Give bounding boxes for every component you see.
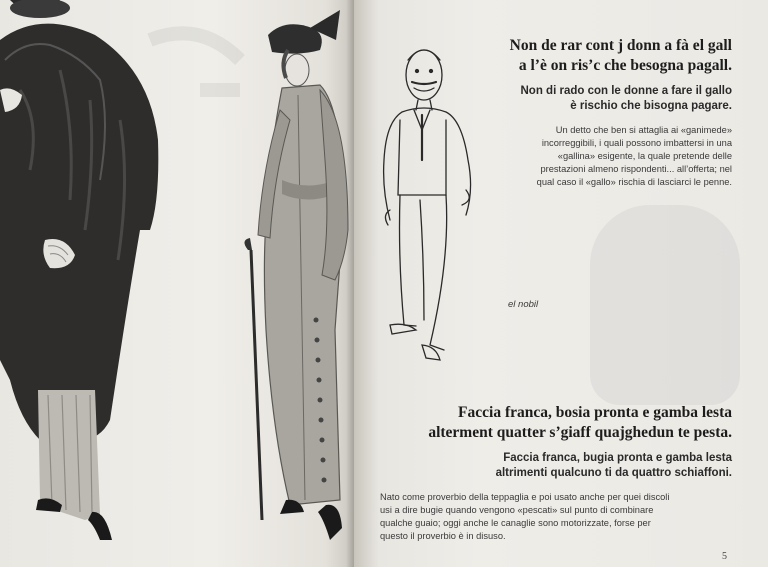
proverb-2-dialect-line-1: Faccia franca, bosia pronta e gamba lesta xyxy=(458,404,732,421)
proverb-1-explanation-line-1: Un detto che ben si attaglia ai «ganimede» xyxy=(555,125,732,135)
proverb-1-explanation-line-5: qual caso il «gallo» rischia di lasciarci le penne. xyxy=(536,177,732,187)
proverb-1-dialect-line-1: Non de rar cont j donn a fà el gall xyxy=(509,37,732,54)
figure-caption: el nobil xyxy=(508,299,539,310)
proverb-2-explanation-line-2: usi a dire bugie quando vengono «pescati» sul punto di combinare xyxy=(380,505,654,515)
proverb-1-explanation-line-3: «gallina» esigente, la quale pretende delle xyxy=(557,151,732,161)
proverb-1-italian-line-2: è rischio che bisogna pagare. xyxy=(570,100,732,112)
proverb-block-1 xyxy=(432,36,732,189)
proverb-2-explanation xyxy=(380,491,732,543)
proverb-2-explanation-line-1: Nato come proverbio della teppaglia e poi usato anche per quei discoli xyxy=(380,492,670,502)
proverb-2-italian-line-2: altrimenti qualcuno ti da quattro schiaffoni. xyxy=(495,467,732,479)
proverb-2-explanation-line-4: questo il proverbio è in disuso. xyxy=(380,531,506,541)
proverb-1-explanation xyxy=(456,124,732,189)
proverb-2-italian xyxy=(372,451,732,481)
proverb-1-explanation-line-4: prestazioni almeno rispondenti... all’offerta; nel xyxy=(540,164,732,174)
page-number: 5 xyxy=(722,551,727,562)
proverb-2-dialect xyxy=(372,403,732,443)
proverb-2-dialect-line-2: alterment quatter s’giaff quajghedun te pesta. xyxy=(428,424,732,441)
proverb-1-italian-line-1: Non di rado con le donne a fare il gallo xyxy=(520,85,732,97)
proverb-block-2 xyxy=(372,403,732,543)
proverb-1-italian xyxy=(432,84,732,114)
proverb-2-explanation-line-3: qualche guaio; oggi anche le canaglie sono motorizzate, forse per xyxy=(380,518,651,528)
proverb-1-dialect xyxy=(432,36,732,76)
proverb-1-dialect-line-2: a l’è on ris’c che besogna pagall. xyxy=(518,57,732,74)
proverb-1-explanation-line-2: incorreggibili, i quali possono imbattersi in una xyxy=(541,138,732,148)
proverb-2-italian-line-1: Faccia franca, bugia pronta e gamba lesta xyxy=(503,452,732,464)
